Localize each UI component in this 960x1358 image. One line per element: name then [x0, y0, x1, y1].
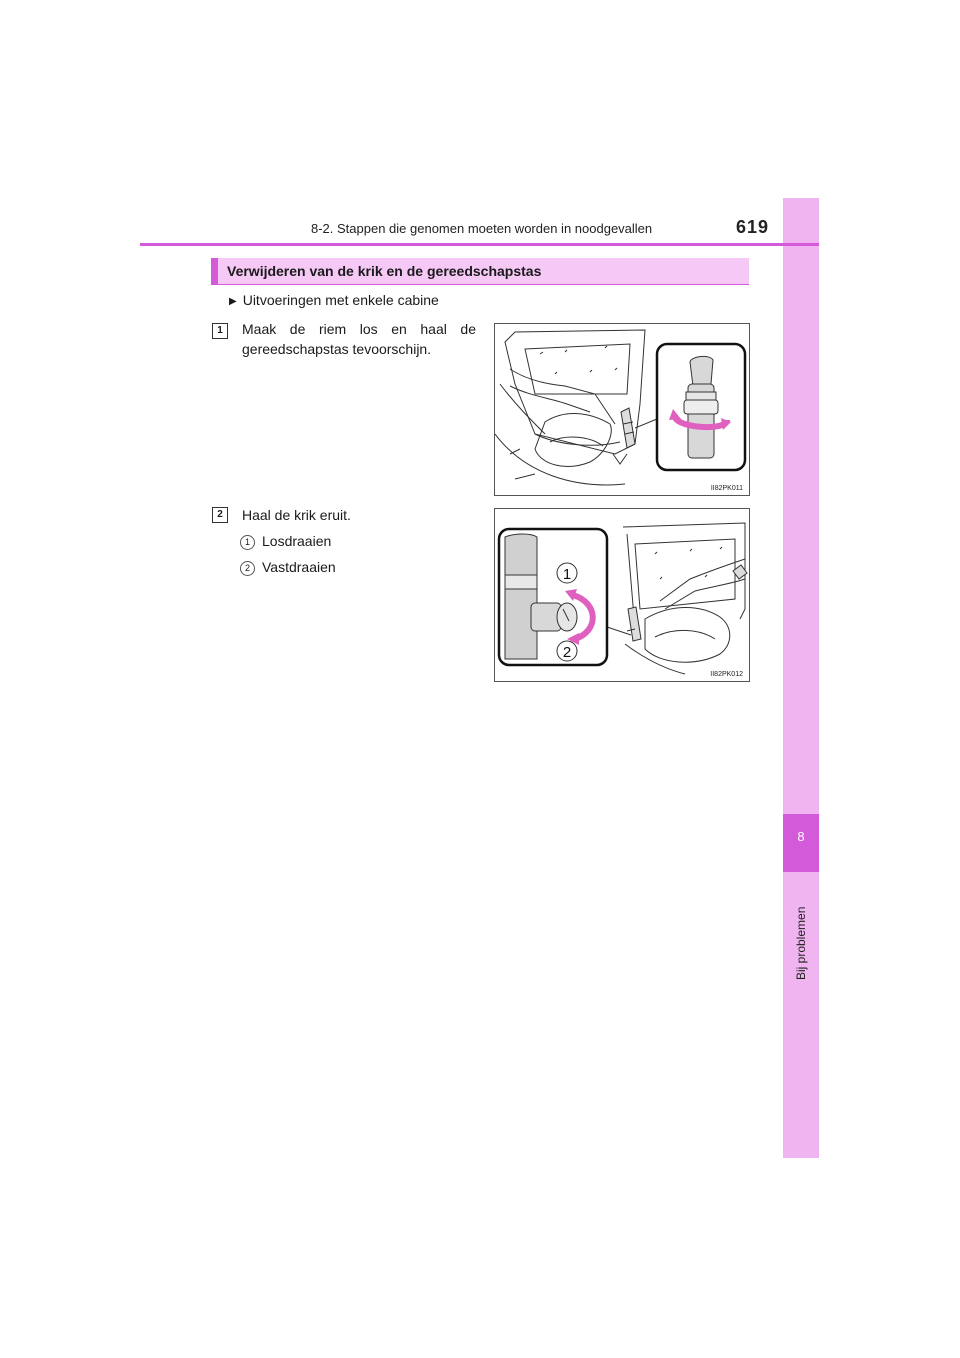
- figure-step-1: [494, 323, 750, 496]
- step-2-text: Haal de krik eruit.: [242, 507, 351, 523]
- sub-item-tighten-label: Vastdraaien: [262, 559, 336, 575]
- circled-number-1: 1: [240, 535, 255, 550]
- chapter-number: 8: [797, 829, 805, 844]
- chapter-side-tab: [783, 198, 819, 1158]
- page-number: 619: [736, 217, 770, 237]
- circled-number-2: 2: [240, 561, 255, 576]
- tool-bag-illustration: [495, 324, 750, 496]
- figure-callout-1: 1: [562, 566, 572, 583]
- step-2-number: 2: [212, 507, 228, 523]
- step-1-text: Maak de riem los en haal de gereedschapstas tevoorschijn.: [242, 321, 476, 357]
- section-heading: Verwijderen van de krik en de gereedschapstas: [211, 258, 749, 285]
- figure-step-2: [494, 508, 750, 682]
- figure-1-code: II82PK011: [710, 485, 743, 492]
- figure-2-code: II82PK012: [710, 671, 743, 678]
- header-rule: [140, 243, 819, 246]
- variant-label: [229, 292, 439, 308]
- sub-item-loosen: [240, 533, 331, 550]
- triangle-bullet-icon: ▶: [229, 296, 237, 307]
- chapter-title: Bij problemen: [794, 906, 808, 980]
- sub-item-tighten: [240, 559, 336, 576]
- jack-illustration: [495, 509, 750, 682]
- figure-callout-2: 2: [562, 644, 572, 661]
- variant-label-text: Uitvoeringen met enkele cabine: [242, 292, 439, 308]
- section-path: 8-2. Stappen die genomen moeten worden in noodgevallen: [311, 221, 653, 236]
- sub-item-loosen-label: Losdraaien: [262, 533, 332, 549]
- step-1-number: 1: [212, 323, 228, 339]
